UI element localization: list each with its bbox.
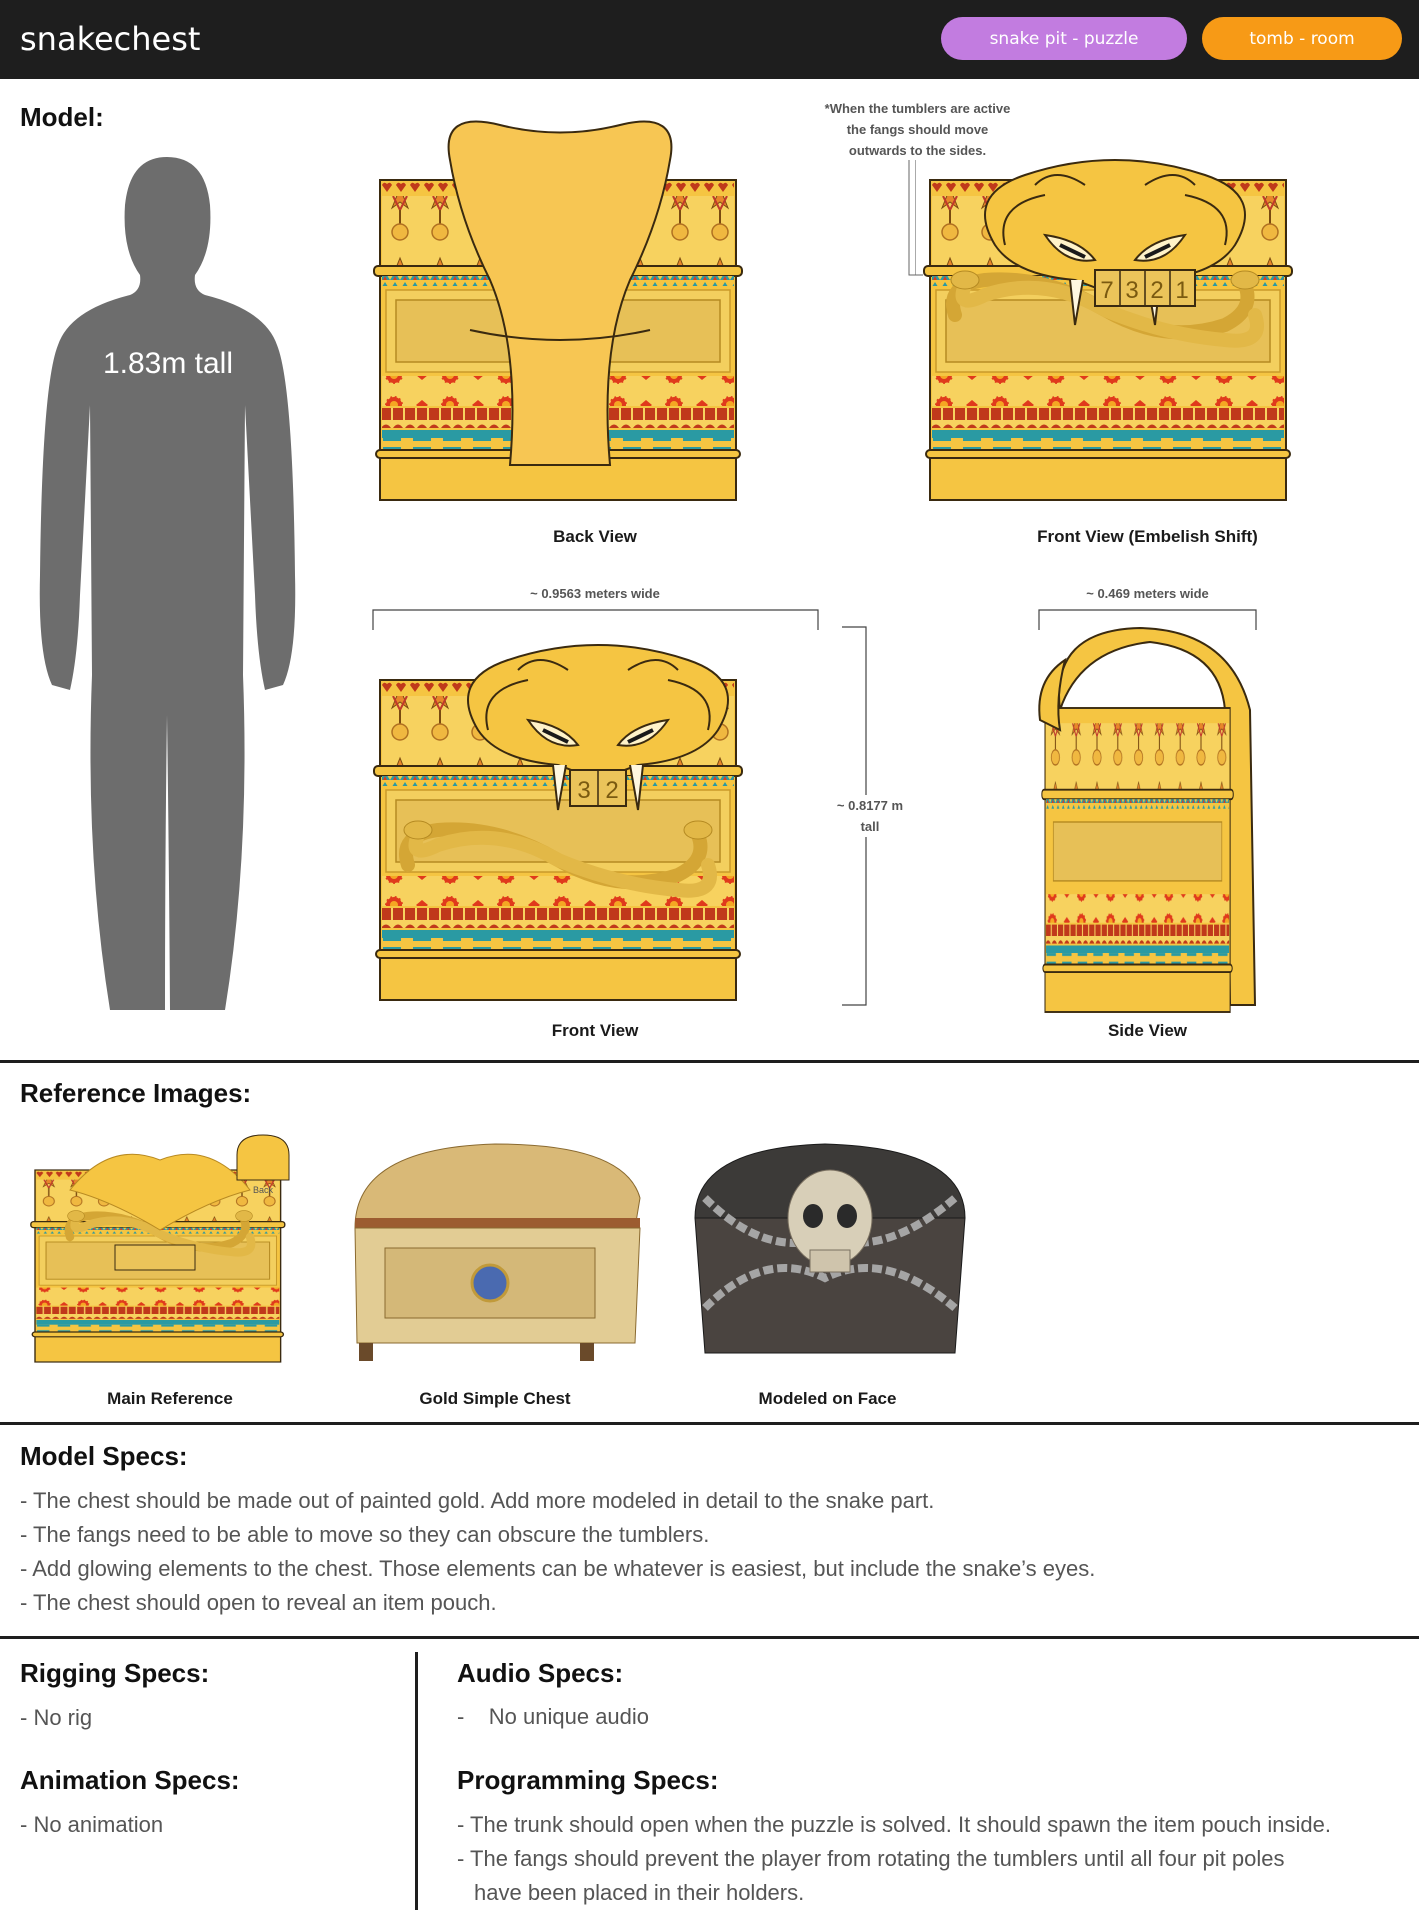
side-view-caption: Side View: [1107, 1021, 1188, 1040]
tumbler-note: [800, 98, 1035, 161]
front-embelish-drawing: [915, 120, 1375, 520]
human-silhouette: [30, 155, 305, 1015]
programming-specs-title: Programming Specs:: [457, 1765, 719, 1795]
divider-model-specs: [0, 1636, 1419, 1639]
tumbler-note-line1: *When the tumblers are active: [824, 101, 1011, 116]
front-width-label: ~ 0.9563 meters wide: [530, 586, 660, 601]
reference-section-title: Reference Images:: [20, 1078, 252, 1108]
tumbler-digit-front-2: 2: [605, 777, 619, 804]
app-title: snakechest: [20, 20, 201, 58]
model-spec-line-3: - Add glowing elements to the chest. Those elements can be whatever is easiest, but include the snake’s eyes.: [20, 1556, 1096, 1581]
height-label-line1: ~ 0.8177 m: [836, 798, 904, 813]
tumbler-digit-2: 3: [1125, 277, 1139, 304]
audio-spec-line: - No unique audio: [457, 1704, 650, 1729]
back-label: Back: [252, 1185, 274, 1195]
animation-specs-title: Animation Specs:: [20, 1765, 240, 1795]
tumbler-digit-4: 1: [1175, 277, 1189, 304]
programming-spec-line-1: - The trunk should open when the puzzle is solved. It should spawn the item pouch inside.: [457, 1812, 1332, 1837]
vertical-divider: [415, 1652, 418, 1910]
programming-spec-line-3: have been placed in their holders.: [474, 1880, 805, 1905]
tag-room[interactable]: tomb - room: [1202, 17, 1402, 60]
skull-chest-image[interactable]: [685, 1138, 975, 1358]
tumbler-note-line2: the fangs should move: [846, 122, 989, 137]
height-label: [820, 795, 920, 837]
model-spec-line-1: - The chest should be made out of painted gold. Add more modeled in detail to the snake part.: [20, 1488, 935, 1513]
human-height-label: 1.83m tall: [102, 347, 234, 380]
tumbler-digit-front-1: 3: [577, 777, 591, 804]
model-spec-line-4: - The chest should open to reveal an item pouch.: [20, 1590, 497, 1615]
programming-spec-line-2: - The fangs should prevent the player from rotating the tumblers until all four pit poles: [457, 1846, 1285, 1871]
model-spec-line-2: - The fangs need to be able to move so they can obscure the tumblers.: [20, 1522, 710, 1547]
back-view-caption: Back View: [553, 527, 637, 546]
height-label-line2: tall: [860, 819, 880, 834]
divider-model: [0, 1060, 1419, 1063]
rigging-spec-line: - No rig: [20, 1705, 93, 1730]
tumbler-digit-1: 7: [1100, 277, 1114, 304]
tumbler-note-leader: [905, 160, 925, 280]
rigging-specs-title: Rigging Specs:: [20, 1658, 210, 1688]
audio-specs-title: Audio Specs:: [457, 1658, 624, 1688]
skull-chest-caption: Modeled on Face: [758, 1389, 897, 1408]
main-reference-caption: Main Reference: [107, 1389, 233, 1408]
tumbler-block-full[interactable]: [1095, 270, 1195, 306]
divider-references: [0, 1422, 1419, 1425]
side-view-drawing: [1030, 620, 1270, 1020]
model-specs-title: Model Specs:: [20, 1441, 188, 1471]
model-section-title: Model:: [20, 102, 104, 132]
back-view-drawing: [370, 120, 820, 520]
tumbler-block-front[interactable]: [570, 770, 626, 806]
tag-puzzle[interactable]: snake pit - puzzle: [941, 17, 1187, 60]
main-reference-image[interactable]: [30, 1130, 310, 1365]
front-view-drawing: [370, 620, 820, 1020]
front-view-caption: Front View: [551, 1021, 639, 1040]
gold-chest-caption: Gold Simple Chest: [419, 1389, 571, 1408]
tumbler-digit-3: 2: [1150, 277, 1164, 304]
tumbler-note-line3: outwards to the sides.: [848, 143, 987, 158]
header-bar: [0, 0, 1419, 79]
animation-spec-line: - No animation: [20, 1812, 164, 1837]
side-width-label: ~ 0.469 meters wide: [1086, 586, 1209, 601]
gold-chest-image[interactable]: [345, 1138, 645, 1368]
front-embelish-caption: Front View (Embelish Shift): [1037, 527, 1258, 546]
